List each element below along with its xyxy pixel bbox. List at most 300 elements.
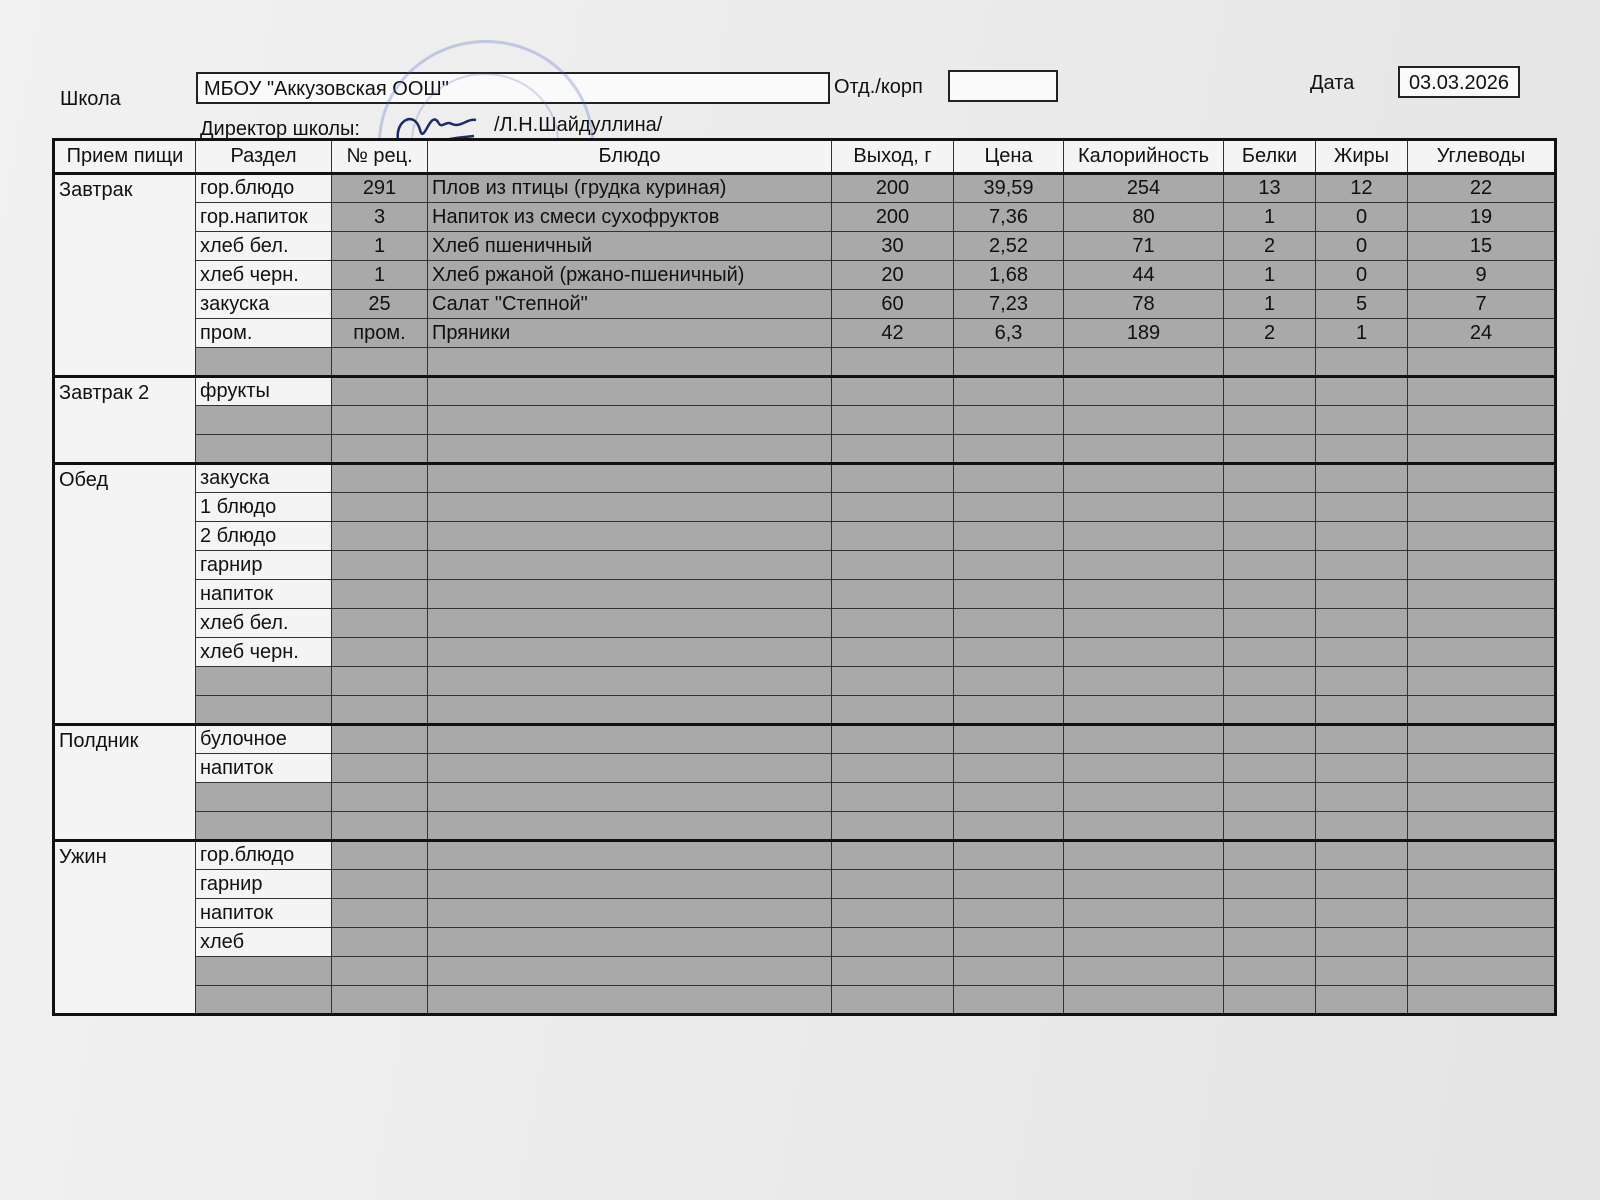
fat-cell: 5: [1316, 290, 1408, 319]
protein-cell: [1224, 609, 1316, 638]
price-cell: [954, 928, 1064, 957]
dish-cell: [428, 928, 832, 957]
yield-cell: [832, 899, 954, 928]
dish-cell: Хлеб пшеничный: [428, 232, 832, 261]
dish-cell: [428, 377, 832, 406]
price-cell: [954, 754, 1064, 783]
carbs-cell: [1408, 928, 1556, 957]
price-cell: 6,3: [954, 319, 1064, 348]
yield-cell: [832, 464, 954, 493]
protein-cell: [1224, 696, 1316, 725]
col-header-yield: Выход, г: [832, 140, 954, 174]
dept-field: [948, 70, 1058, 102]
section-cell: [196, 957, 332, 986]
price-cell: [954, 957, 1064, 986]
calories-cell: [1064, 899, 1224, 928]
price-cell: [954, 667, 1064, 696]
col-header-calories: Калорийность: [1064, 140, 1224, 174]
recipe-cell: [332, 435, 428, 464]
fat-cell: [1316, 667, 1408, 696]
carbs-cell: 24: [1408, 319, 1556, 348]
calories-cell: [1064, 725, 1224, 754]
section-cell: хлеб черн.: [196, 638, 332, 667]
carbs-cell: [1408, 899, 1556, 928]
protein-cell: [1224, 551, 1316, 580]
dish-cell: Плов из птицы (грудка куриная): [428, 174, 832, 203]
yield-cell: [832, 754, 954, 783]
carbs-cell: 22: [1408, 174, 1556, 203]
protein-cell: [1224, 754, 1316, 783]
protein-cell: [1224, 348, 1316, 377]
table-row: [54, 377, 1556, 406]
section-cell: гор.блюдо: [196, 174, 332, 203]
fat-cell: 0: [1316, 203, 1408, 232]
recipe-cell: пром.: [332, 319, 428, 348]
carbs-cell: [1408, 551, 1556, 580]
protein-cell: [1224, 406, 1316, 435]
recipe-cell: [332, 493, 428, 522]
table-row: [54, 957, 1556, 986]
dish-cell: [428, 957, 832, 986]
section-cell: [196, 986, 332, 1015]
yield-cell: [832, 348, 954, 377]
carbs-cell: [1408, 841, 1556, 870]
school-label: Школа: [60, 88, 121, 110]
carbs-cell: [1408, 580, 1556, 609]
price-cell: [954, 783, 1064, 812]
section-cell: [196, 348, 332, 377]
fat-cell: [1316, 377, 1408, 406]
price-cell: [954, 435, 1064, 464]
protein-cell: [1224, 812, 1316, 841]
price-cell: 7,23: [954, 290, 1064, 319]
table-row: [54, 638, 1556, 667]
recipe-cell: [332, 609, 428, 638]
yield-cell: 20: [832, 261, 954, 290]
section-cell: [196, 696, 332, 725]
yield-cell: [832, 667, 954, 696]
recipe-cell: [332, 522, 428, 551]
col-header-recipe: № рец.: [332, 140, 428, 174]
table-row: [54, 464, 1556, 493]
table-row: [54, 232, 1556, 261]
dish-cell: [428, 725, 832, 754]
protein-cell: [1224, 899, 1316, 928]
fat-cell: [1316, 870, 1408, 899]
yield-cell: 30: [832, 232, 954, 261]
calories-cell: 80: [1064, 203, 1224, 232]
yield-cell: 60: [832, 290, 954, 319]
protein-cell: [1224, 522, 1316, 551]
fat-cell: [1316, 812, 1408, 841]
section-cell: 2 блюдо: [196, 522, 332, 551]
fat-cell: [1316, 551, 1408, 580]
recipe-cell: [332, 406, 428, 435]
price-cell: [954, 609, 1064, 638]
meal-name-cell: Завтрак: [54, 174, 196, 377]
calories-cell: [1064, 551, 1224, 580]
calories-cell: [1064, 580, 1224, 609]
dish-cell: [428, 899, 832, 928]
price-cell: [954, 551, 1064, 580]
meal-name-cell: Обед: [54, 464, 196, 725]
fat-cell: [1316, 522, 1408, 551]
table-row: [54, 870, 1556, 899]
section-cell: закуска: [196, 290, 332, 319]
recipe-cell: [332, 812, 428, 841]
table-row: [54, 319, 1556, 348]
recipe-cell: [332, 899, 428, 928]
carbs-cell: [1408, 377, 1556, 406]
fat-cell: [1316, 638, 1408, 667]
dish-cell: [428, 667, 832, 696]
section-cell: гор.напиток: [196, 203, 332, 232]
price-cell: [954, 841, 1064, 870]
recipe-cell: [332, 928, 428, 957]
protein-cell: [1224, 493, 1316, 522]
table-row: [54, 928, 1556, 957]
section-cell: гарнир: [196, 870, 332, 899]
carbs-cell: [1408, 406, 1556, 435]
protein-cell: [1224, 667, 1316, 696]
section-cell: хлеб бел.: [196, 609, 332, 638]
recipe-cell: 291: [332, 174, 428, 203]
calories-cell: 71: [1064, 232, 1224, 261]
carbs-cell: [1408, 754, 1556, 783]
dish-cell: Пряники: [428, 319, 832, 348]
protein-cell: [1224, 957, 1316, 986]
carbs-cell: [1408, 435, 1556, 464]
table-row: [54, 725, 1556, 754]
yield-cell: [832, 580, 954, 609]
protein-cell: [1224, 841, 1316, 870]
protein-cell: [1224, 464, 1316, 493]
carbs-cell: [1408, 609, 1556, 638]
dish-cell: [428, 580, 832, 609]
section-cell: [196, 812, 332, 841]
fat-cell: [1316, 957, 1408, 986]
section-cell: [196, 406, 332, 435]
table-row: [54, 696, 1556, 725]
fat-cell: [1316, 580, 1408, 609]
yield-cell: [832, 957, 954, 986]
fat-cell: [1316, 928, 1408, 957]
col-header-meal: Прием пищи: [54, 140, 196, 174]
protein-cell: 13: [1224, 174, 1316, 203]
calories-cell: [1064, 841, 1224, 870]
price-cell: [954, 696, 1064, 725]
menu-table: [52, 138, 1557, 1016]
calories-cell: 189: [1064, 319, 1224, 348]
price-cell: [954, 986, 1064, 1015]
protein-cell: [1224, 580, 1316, 609]
carbs-cell: [1408, 696, 1556, 725]
col-header-dish: Блюдо: [428, 140, 832, 174]
calories-cell: [1064, 783, 1224, 812]
price-cell: 2,52: [954, 232, 1064, 261]
recipe-cell: [332, 957, 428, 986]
fat-cell: [1316, 493, 1408, 522]
section-cell: хлеб: [196, 928, 332, 957]
dish-cell: [428, 406, 832, 435]
yield-cell: [832, 725, 954, 754]
section-cell: 1 блюдо: [196, 493, 332, 522]
calories-cell: [1064, 754, 1224, 783]
yield-cell: [832, 522, 954, 551]
protein-cell: [1224, 870, 1316, 899]
protein-cell: 1: [1224, 261, 1316, 290]
protein-cell: [1224, 435, 1316, 464]
section-cell: хлеб бел.: [196, 232, 332, 261]
carbs-cell: [1408, 870, 1556, 899]
calories-cell: [1064, 493, 1224, 522]
price-cell: [954, 464, 1064, 493]
dish-cell: [428, 754, 832, 783]
table-row: [54, 493, 1556, 522]
table-row: [54, 174, 1556, 203]
yield-cell: [832, 812, 954, 841]
meal-name-cell: Ужин: [54, 841, 196, 1015]
calories-cell: [1064, 638, 1224, 667]
dish-cell: Напиток из смеси сухофруктов: [428, 203, 832, 232]
calories-cell: [1064, 986, 1224, 1015]
carbs-cell: [1408, 464, 1556, 493]
calories-cell: 44: [1064, 261, 1224, 290]
protein-cell: [1224, 377, 1316, 406]
carbs-cell: 15: [1408, 232, 1556, 261]
fat-cell: [1316, 435, 1408, 464]
table-row: [54, 580, 1556, 609]
meal-name-cell: Завтрак 2: [54, 377, 196, 464]
dish-cell: Салат "Степной": [428, 290, 832, 319]
section-cell: булочное: [196, 725, 332, 754]
calories-cell: [1064, 957, 1224, 986]
section-cell: пром.: [196, 319, 332, 348]
yield-cell: [832, 493, 954, 522]
date-label: Дата: [1310, 72, 1355, 94]
date-field: 03.03.2026: [1398, 66, 1520, 98]
section-cell: [196, 783, 332, 812]
calories-cell: [1064, 348, 1224, 377]
fat-cell: 0: [1316, 232, 1408, 261]
yield-cell: 42: [832, 319, 954, 348]
carbs-cell: [1408, 986, 1556, 1015]
table-row: [54, 348, 1556, 377]
protein-cell: [1224, 986, 1316, 1015]
fat-cell: 1: [1316, 319, 1408, 348]
table-row: [54, 609, 1556, 638]
calories-cell: [1064, 609, 1224, 638]
recipe-cell: [332, 348, 428, 377]
yield-cell: [832, 783, 954, 812]
dept-label: Отд./корп: [834, 76, 923, 98]
dish-cell: [428, 812, 832, 841]
price-cell: 7,36: [954, 203, 1064, 232]
carbs-cell: [1408, 493, 1556, 522]
price-cell: [954, 348, 1064, 377]
col-header-protein: Белки: [1224, 140, 1316, 174]
carbs-cell: [1408, 638, 1556, 667]
yield-cell: [832, 870, 954, 899]
table-row: [54, 899, 1556, 928]
table-row: [54, 435, 1556, 464]
table-row: [54, 783, 1556, 812]
dish-cell: [428, 841, 832, 870]
calories-cell: [1064, 522, 1224, 551]
carbs-cell: [1408, 667, 1556, 696]
dish-cell: [428, 609, 832, 638]
yield-cell: [832, 551, 954, 580]
yield-cell: [832, 841, 954, 870]
price-cell: [954, 406, 1064, 435]
yield-cell: [832, 928, 954, 957]
fat-cell: [1316, 899, 1408, 928]
carbs-cell: [1408, 522, 1556, 551]
recipe-cell: [332, 580, 428, 609]
dish-cell: [428, 986, 832, 1015]
yield-cell: [832, 638, 954, 667]
table-row: [54, 812, 1556, 841]
director-label: Директор школы:: [200, 118, 360, 140]
price-cell: [954, 522, 1064, 551]
fat-cell: [1316, 725, 1408, 754]
table-row: [54, 754, 1556, 783]
protein-cell: 1: [1224, 203, 1316, 232]
section-cell: закуска: [196, 464, 332, 493]
dish-cell: [428, 783, 832, 812]
table-header-row: [54, 140, 1556, 174]
carbs-cell: [1408, 812, 1556, 841]
section-cell: фрукты: [196, 377, 332, 406]
table-row: [54, 406, 1556, 435]
fat-cell: [1316, 406, 1408, 435]
calories-cell: [1064, 464, 1224, 493]
section-cell: гарнир: [196, 551, 332, 580]
table-row: [54, 261, 1556, 290]
table-row: [54, 203, 1556, 232]
recipe-cell: [332, 986, 428, 1015]
yield-cell: [832, 609, 954, 638]
price-cell: [954, 725, 1064, 754]
fat-cell: [1316, 986, 1408, 1015]
recipe-cell: 1: [332, 261, 428, 290]
carbs-cell: 9: [1408, 261, 1556, 290]
dish-cell: Хлеб ржаной (ржано-пшеничный): [428, 261, 832, 290]
protein-cell: 2: [1224, 232, 1316, 261]
yield-cell: [832, 377, 954, 406]
fat-cell: [1316, 783, 1408, 812]
calories-cell: [1064, 377, 1224, 406]
protein-cell: [1224, 928, 1316, 957]
carbs-cell: [1408, 725, 1556, 754]
yield-cell: [832, 406, 954, 435]
director-name: /Л.Н.Шайдуллина/: [494, 114, 663, 136]
dish-cell: [428, 551, 832, 580]
table-row: [54, 986, 1556, 1015]
dish-cell: [428, 464, 832, 493]
recipe-cell: [332, 696, 428, 725]
calories-cell: [1064, 870, 1224, 899]
recipe-cell: [332, 725, 428, 754]
price-cell: [954, 870, 1064, 899]
yield-cell: 200: [832, 203, 954, 232]
price-cell: [954, 812, 1064, 841]
carbs-cell: [1408, 783, 1556, 812]
section-cell: хлеб черн.: [196, 261, 332, 290]
table-row: [54, 841, 1556, 870]
carbs-cell: [1408, 348, 1556, 377]
price-cell: [954, 899, 1064, 928]
calories-cell: [1064, 696, 1224, 725]
calories-cell: 254: [1064, 174, 1224, 203]
col-header-section: Раздел: [196, 140, 332, 174]
calories-cell: [1064, 406, 1224, 435]
carbs-cell: 19: [1408, 203, 1556, 232]
fat-cell: [1316, 348, 1408, 377]
table-row: [54, 522, 1556, 551]
recipe-cell: [332, 638, 428, 667]
yield-cell: [832, 986, 954, 1015]
dish-cell: [428, 493, 832, 522]
calories-cell: [1064, 812, 1224, 841]
fat-cell: [1316, 464, 1408, 493]
carbs-cell: [1408, 957, 1556, 986]
section-cell: напиток: [196, 580, 332, 609]
price-cell: 1,68: [954, 261, 1064, 290]
recipe-cell: [332, 783, 428, 812]
yield-cell: 200: [832, 174, 954, 203]
section-cell: напиток: [196, 899, 332, 928]
school-field: МБОУ "Аккузовская ООШ": [196, 72, 830, 104]
price-cell: [954, 638, 1064, 667]
dish-cell: [428, 696, 832, 725]
fat-cell: 0: [1316, 261, 1408, 290]
price-cell: 39,59: [954, 174, 1064, 203]
section-cell: гор.блюдо: [196, 841, 332, 870]
protein-cell: 2: [1224, 319, 1316, 348]
protein-cell: [1224, 783, 1316, 812]
fat-cell: [1316, 609, 1408, 638]
dish-cell: [428, 522, 832, 551]
col-header-price: Цена: [954, 140, 1064, 174]
recipe-cell: [332, 464, 428, 493]
calories-cell: [1064, 928, 1224, 957]
calories-cell: [1064, 435, 1224, 464]
protein-cell: [1224, 725, 1316, 754]
fat-cell: 12: [1316, 174, 1408, 203]
price-cell: [954, 493, 1064, 522]
fat-cell: [1316, 841, 1408, 870]
price-cell: [954, 580, 1064, 609]
section-cell: напиток: [196, 754, 332, 783]
recipe-cell: [332, 667, 428, 696]
calories-cell: [1064, 667, 1224, 696]
fat-cell: [1316, 754, 1408, 783]
meal-name-cell: Полдник: [54, 725, 196, 841]
fat-cell: [1316, 696, 1408, 725]
dish-cell: [428, 348, 832, 377]
yield-cell: [832, 435, 954, 464]
table-row: [54, 290, 1556, 319]
col-header-fat: Жиры: [1316, 140, 1408, 174]
recipe-cell: [332, 377, 428, 406]
section-cell: [196, 435, 332, 464]
recipe-cell: 1: [332, 232, 428, 261]
yield-cell: [832, 696, 954, 725]
protein-cell: [1224, 638, 1316, 667]
dish-cell: [428, 870, 832, 899]
protein-cell: 1: [1224, 290, 1316, 319]
